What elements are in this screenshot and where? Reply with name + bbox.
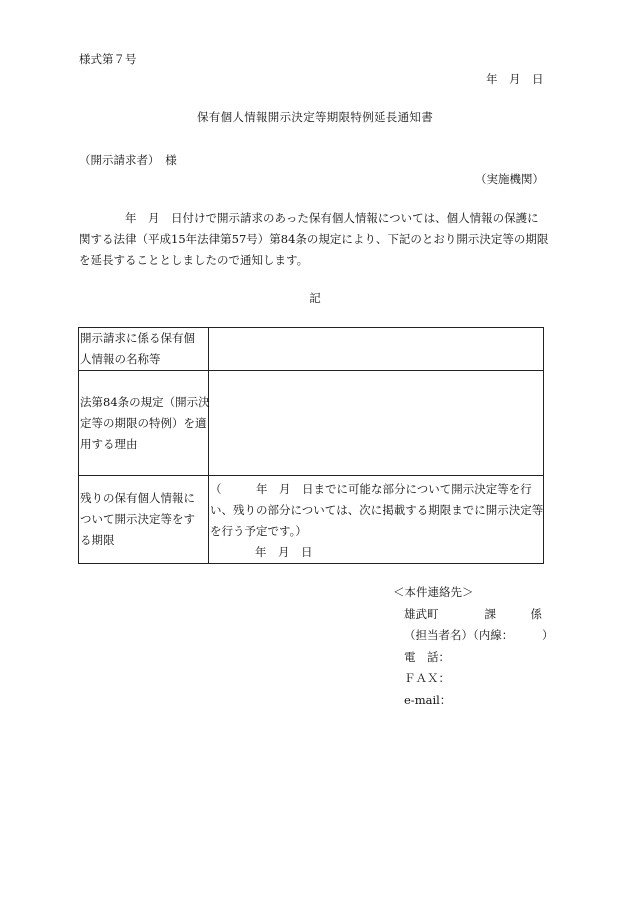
body-line: 年 月 日付けで開示請求のあった保有個人情報については、個人情報の保護に <box>79 211 539 225</box>
row-value-deadline[interactable] <box>209 476 544 564</box>
form-number: 様式第７号 <box>79 52 137 66</box>
details-table <box>78 327 544 564</box>
contact-department: 雄武町 課 係 <box>404 606 542 621</box>
row-value-info-name[interactable] <box>209 328 544 371</box>
contact-phone: 電 話： <box>404 649 450 664</box>
contact-heading: ＜本件連絡先＞ <box>393 585 474 599</box>
contact-person: （担当者名）（内線： ） <box>404 628 554 643</box>
label-line: 開示請求に係る保有個 <box>80 331 195 345</box>
contact-fax: ＦＡＸ： <box>404 671 450 686</box>
table-row <box>79 476 544 564</box>
label-line: 用する理由 <box>80 436 138 451</box>
notice-date: 年 月 日 <box>486 72 544 86</box>
issuing-agency: （実施機関） <box>475 172 544 186</box>
label-line: る期限 <box>80 533 115 547</box>
table-row <box>79 328 544 371</box>
label-line: 残りの保有個人情報に <box>80 491 195 505</box>
ki-heading: 記 <box>309 291 321 305</box>
label-line: 定等の期限の特例）を適 <box>80 415 207 430</box>
addressee: （開示請求者） 様 <box>79 153 177 167</box>
body-line: 関する法律（平成15年法律第57号）第84条の規定により、下記のとおり開示決定等の期限 <box>79 232 549 246</box>
label-line: 法第84条の規定（開示決 <box>80 394 210 409</box>
row-value-reason[interactable] <box>209 371 544 476</box>
value-line: （ 年 月 日までに可能な部分について開示決定等を行 <box>210 482 532 496</box>
contact-email: e-mail： <box>404 692 452 707</box>
notice-body <box>79 208 547 271</box>
value-line: を行う予定です。） <box>210 524 307 538</box>
table-row <box>79 371 544 476</box>
label-line: ついて開示決定等をす <box>80 512 195 526</box>
label-line: 人情報の名称等 <box>80 352 161 366</box>
row-label-deadline <box>79 476 209 564</box>
row-label-info-name <box>79 328 209 371</box>
row-label-reason <box>79 371 209 476</box>
contact-block <box>393 582 554 712</box>
deadline-date: 年 月 日 <box>255 545 313 559</box>
body-line: を延長することとしましたので通知します。 <box>79 253 309 267</box>
value-line: い、残りの部分については、次に掲載する期限までに開示決定等 <box>210 503 544 517</box>
document-title: 保有個人情報開示決定等期限特例延長通知書 <box>197 110 433 124</box>
